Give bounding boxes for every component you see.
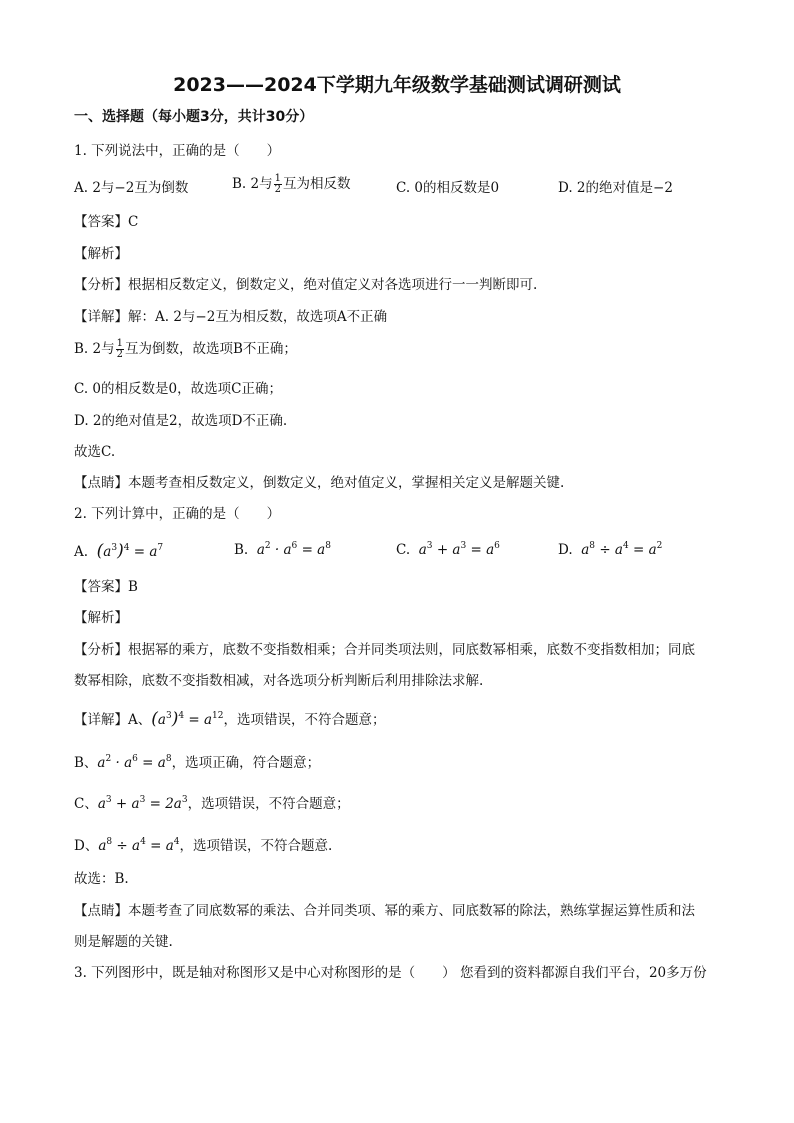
q2-detail-d: D、$a^8 \div a^4 = a^4$，选项错误，不符合题意. bbox=[74, 837, 333, 854]
q2-comment-line1: 【点睛】本题考查了同底数幂的乘法、合并同类项、幂的乘方、同底数幂的除法，熟练掌握运算性质和法 bbox=[74, 903, 695, 919]
q1-comment: 【点睛】本题考查相反数定义，倒数定义，绝对值定义，掌握相关定义是解题关键. bbox=[74, 475, 565, 491]
q1-option-c: C. 0的相反数是0 bbox=[396, 180, 500, 196]
q1-detail-b: B. 2与 $\frac{1}{2}$ 互为倒数，故选项B不正确； bbox=[74, 338, 297, 360]
q1-option-a: A. 2与−2互为倒数 bbox=[74, 180, 189, 196]
q2-option-d: D. $a^8 \div a^4 = a^2$ bbox=[558, 541, 663, 558]
q1-answer: 【答案】C bbox=[74, 214, 139, 230]
q2-analysis-label: 【解析】 bbox=[74, 610, 128, 626]
q2-choose: 故选：B. bbox=[74, 871, 129, 887]
q3-stem: 3. 下列图形中，既是轴对称图形又是中心对称图形的是（ ） 您看到的资料都源自我们平台，20多万份 bbox=[74, 965, 707, 981]
q1-stem: 1. 下列说法中，正确的是（ ） bbox=[74, 143, 281, 159]
q1-detail-a: 【详解】解：A. 2与−2互为相反数，故选项A不正确 bbox=[74, 309, 388, 325]
q2-option-b: B. $a^2 \cdot a^6 = a^8$ bbox=[234, 541, 331, 558]
q1-option-d: D. 2的绝对值是−2 bbox=[558, 180, 673, 196]
q2-detail-a: 【详解】A、$(a^3)^4 = a^{12}$，选项错误，不符合题意； bbox=[74, 709, 386, 729]
section-heading: 一、选择题（每小题3分，共计30分） bbox=[74, 109, 314, 125]
q1-fenxi: 【分析】根据相反数定义，倒数定义，绝对值定义对各选项进行一一判断即可. bbox=[74, 277, 538, 293]
q2-option-c: C. $a^3 + a^3 = a^6$ bbox=[396, 541, 500, 558]
q2-detail-c: C、$a^3 + a^3 = 2a^3$，选项错误，不符合题意； bbox=[74, 795, 350, 812]
q2-fenxi-line1: 【分析】根据幂的乘方，底数不变指数相乘；合并同类项法则，同底数幂相乘，底数不变指数相加；同底 bbox=[74, 642, 695, 658]
page-title: 2023——2024下学期九年级数学基础测试调研测试 bbox=[173, 74, 621, 96]
q2-option-a: A. $(a^3)^4 = a^7$ bbox=[74, 541, 164, 561]
q1-detail-d: D. 2的绝对值是2，故选项D不正确. bbox=[74, 413, 288, 429]
q1-detail-c: C. 0的相反数是0，故选项C正确； bbox=[74, 381, 282, 397]
q1-option-b: B. 2与 $\frac{1}{2}$ 互为相反数 bbox=[232, 173, 351, 195]
q2-fenxi-line2: 数幂相除，底数不变指数相减，对各选项分析判断后利用排除法求解. bbox=[74, 673, 484, 689]
q1-analysis-label: 【解析】 bbox=[74, 246, 128, 262]
watermark-text: 您看到的资料都源自我们平台，20多万份 bbox=[459, 965, 707, 981]
q2-comment-line2: 则是解题的关键. bbox=[74, 934, 173, 950]
q2-answer: 【答案】B bbox=[74, 579, 138, 595]
q2-detail-b: B、$a^2 \cdot a^6 = a^8$，选项正确，符合题意； bbox=[74, 754, 321, 771]
q2-stem: 2. 下列计算中，正确的是（ ） bbox=[74, 506, 281, 522]
q1-choose: 故选C. bbox=[74, 444, 116, 460]
